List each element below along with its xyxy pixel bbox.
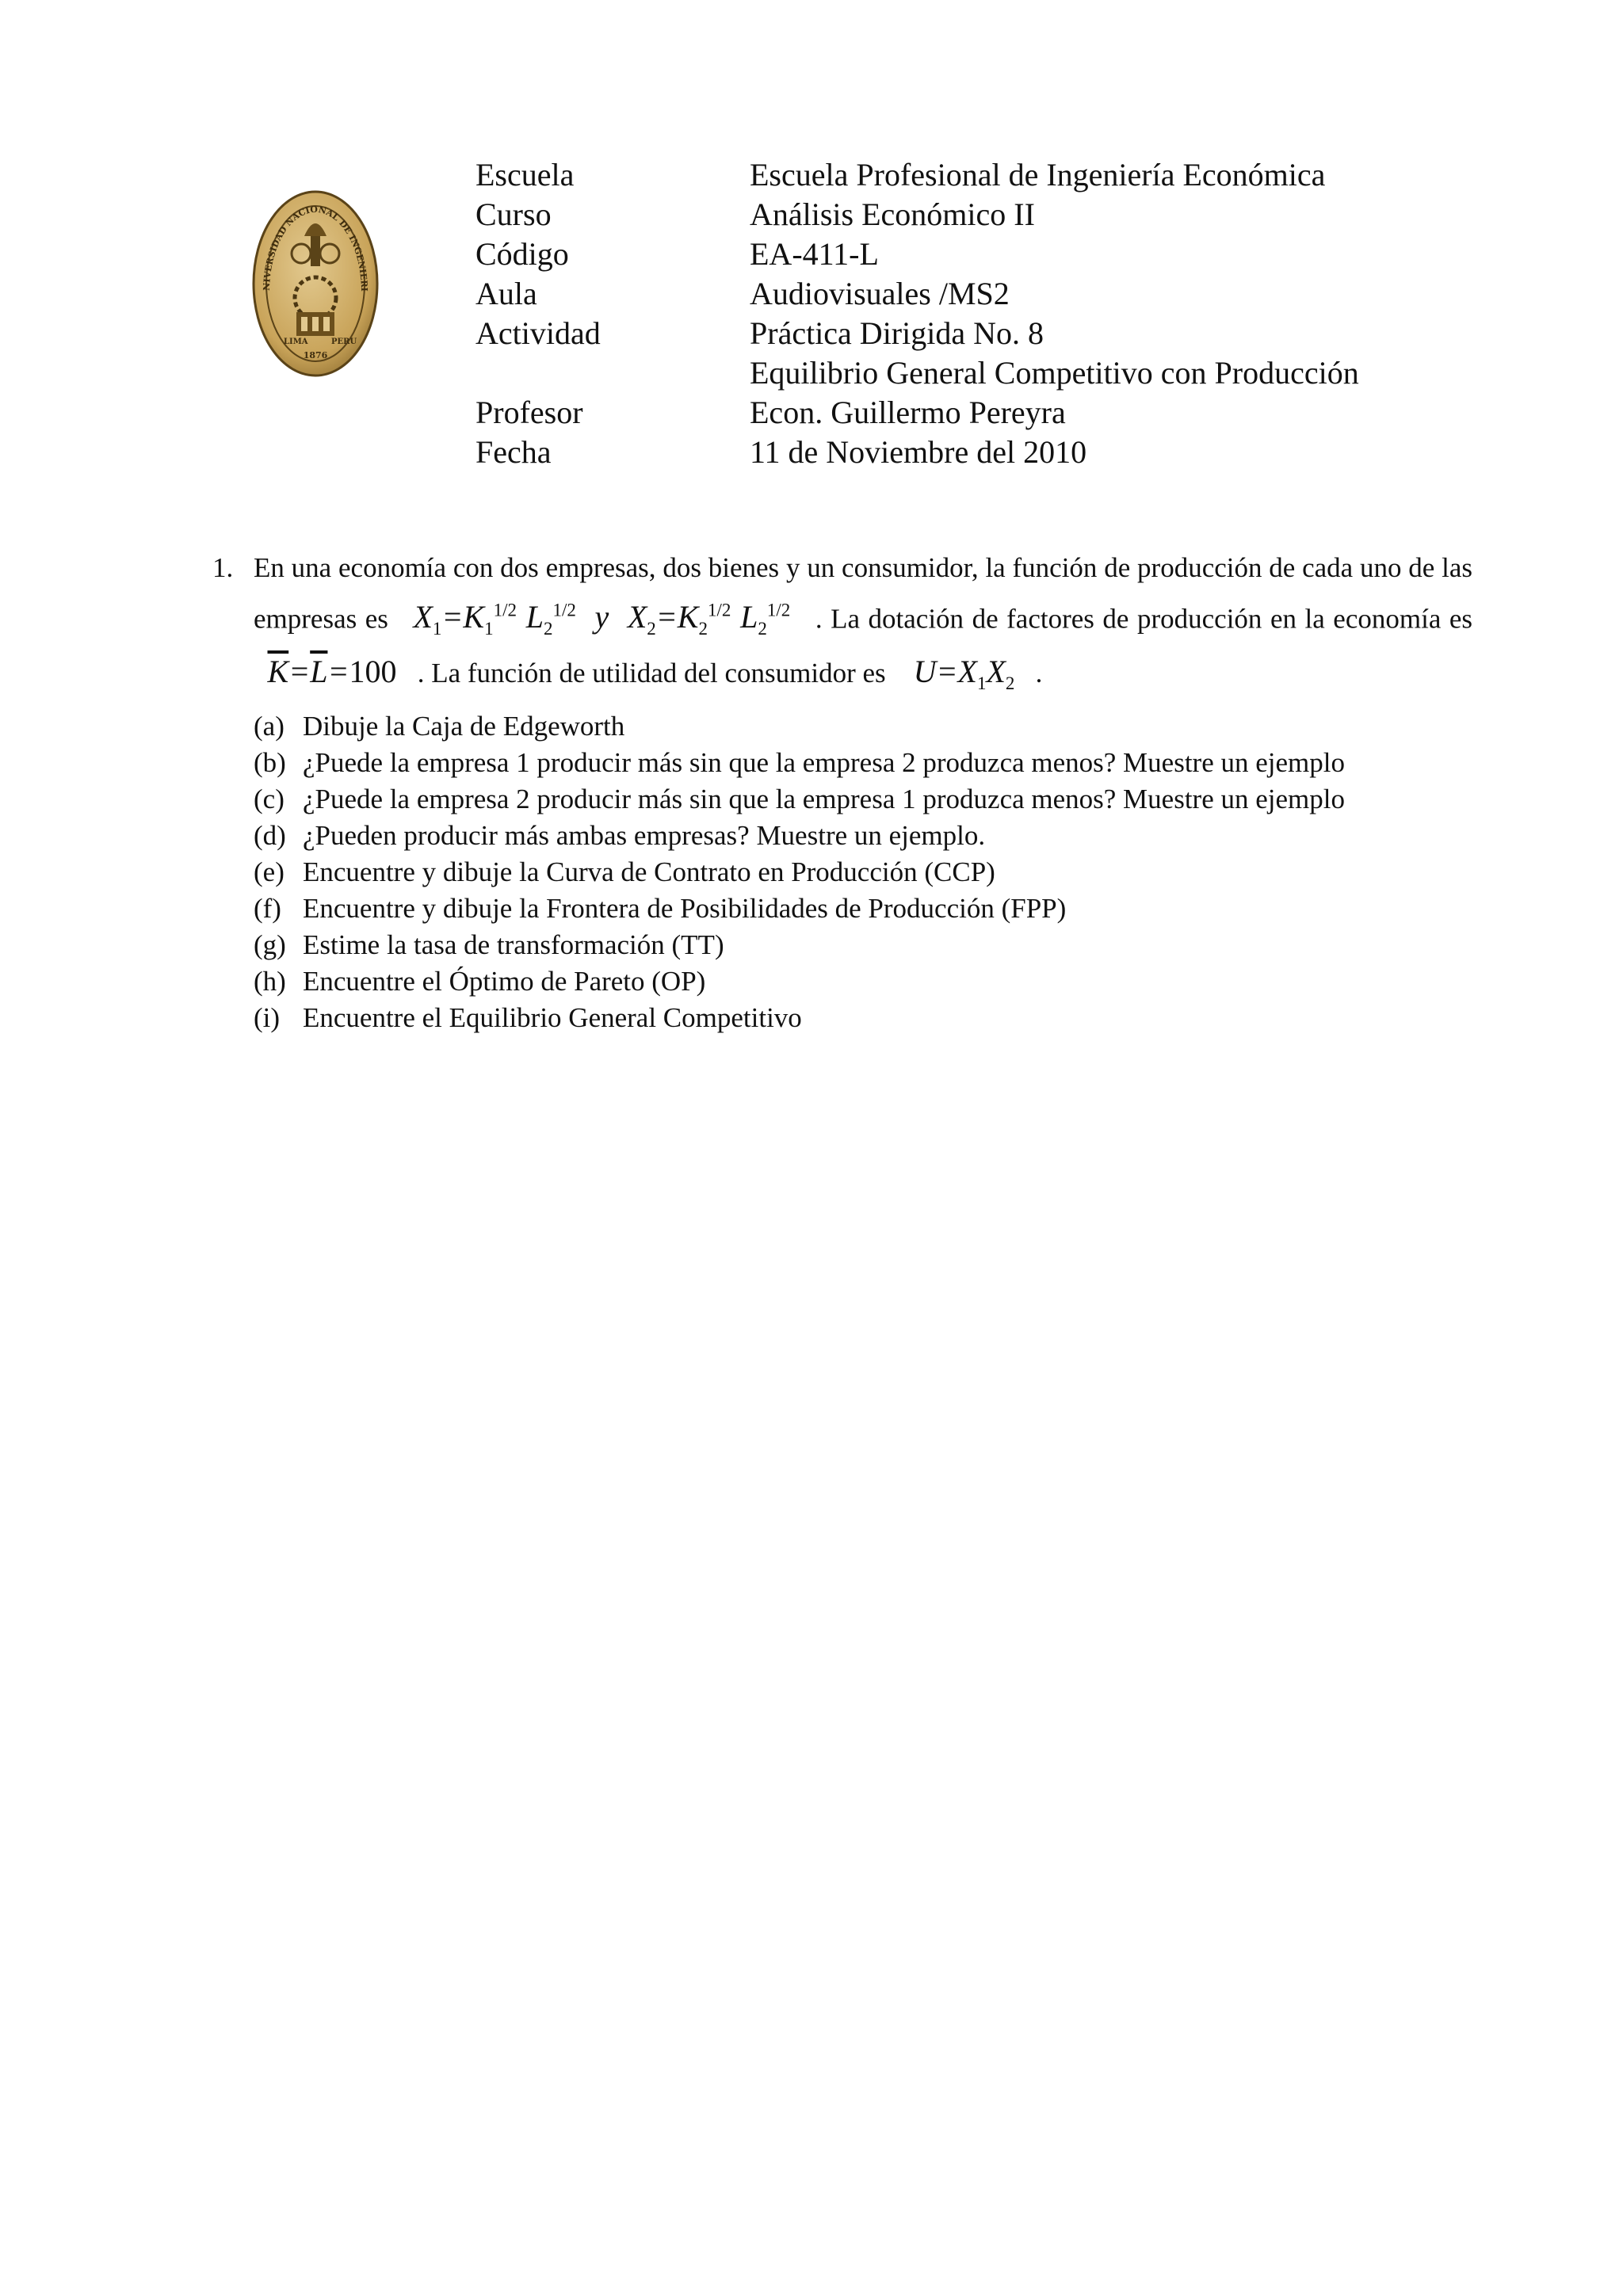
list-item: (d) ¿Pueden producir más ambas empresas? Muestre un ejemplo. bbox=[254, 820, 986, 851]
header-value: Audiovisuales /MS2 bbox=[750, 276, 1010, 311]
list-item: (c) ¿Puede la empresa 2 producir más sin que la empresa 1 produzca menos? Muestre un ejemplo bbox=[254, 784, 1345, 814]
course-header bbox=[475, 155, 1359, 472]
list-item: (a) Dibuje la Caja de Edgeworth bbox=[254, 711, 625, 742]
header-label: Escuela bbox=[475, 157, 575, 193]
list-item: (e) Encuentre y dibuje la Curva de Contrato en Producción (CCP) bbox=[254, 856, 995, 887]
utility-function-equation: $U=X_1X_2$ bbox=[913, 654, 1015, 694]
header-label: Actividad bbox=[475, 315, 601, 351]
header-value: 11 de Noviembre del 2010 bbox=[750, 434, 1087, 470]
header-row-profesor bbox=[475, 393, 1359, 433]
list-item: (i) Encuentre el Equilibrio General Competitivo bbox=[254, 1002, 802, 1033]
header-value: Práctica Dirigida No. 8 bbox=[750, 315, 1044, 351]
svg-text:UNIVERSIDAD NACIONAL DE INGENI: NIVERSIDAD NACIONAL DE INGENIERI bbox=[261, 204, 370, 292]
problem-1 bbox=[212, 547, 1472, 705]
header-row-escuela bbox=[475, 155, 1359, 195]
university-seal-logo bbox=[252, 189, 379, 379]
header-value: Equilibrio General Competitivo con Producción bbox=[750, 355, 1359, 391]
list-item: (g) Estime la tasa de transformación (TT) bbox=[254, 929, 724, 960]
header-label: Aula bbox=[475, 276, 537, 311]
problem-number: 1. bbox=[212, 552, 234, 583]
header-label: Profesor bbox=[475, 395, 583, 430]
header-value: Análisis Económico II bbox=[750, 196, 1035, 232]
production-functions-equation: $X_1=K_1^{1/2}$ $L_2^{1/2}$ y $X_2=K_2^{1/2}$ $L_2^{1/2}$ bbox=[413, 599, 791, 639]
svg-text:LIMA: LIMA bbox=[284, 338, 308, 346]
factor-endowment-equation: $\overline{K}=\overline{L}=100$ bbox=[267, 654, 397, 690]
header-row-actividad-subtitle bbox=[475, 353, 1359, 393]
header-row-actividad bbox=[475, 314, 1359, 353]
header-row-codigo bbox=[475, 235, 1359, 274]
header-row-curso bbox=[475, 195, 1359, 235]
svg-text:PERU: PERU bbox=[331, 338, 357, 346]
header-label: Fecha bbox=[475, 434, 552, 470]
header-row-aula bbox=[475, 274, 1359, 314]
header-row-fecha bbox=[475, 433, 1359, 472]
header-value: Escuela Profesional de Ingeniería Económica bbox=[750, 157, 1326, 193]
seal-emblem-icon bbox=[252, 189, 379, 379]
problem-parts-list bbox=[254, 708, 1474, 1036]
header-label bbox=[475, 353, 750, 393]
svg-text:1876: 1876 bbox=[303, 350, 328, 360]
header-label: Código bbox=[475, 236, 569, 272]
list-item: (f) Encuentre y dibuje la Frontera de Posibilidades de Producción (FPP) bbox=[254, 893, 1067, 924]
problem-text: En una economía con dos empresas, dos bienes y un consumidor, la función de producción de cada uno de las empresas es $X_1=K_1^{1/2}$ $L_2^{1/2}$ y $X_2=K_2^{1/2}$ $L_2^{1/2}$ . La dotación de factores de producción en la economía es $\overline{K}=\overline{L}=100$ . La función de utilidad del consumidor es $U=X_1X_2$ . bbox=[254, 552, 1473, 694]
header-label: Curso bbox=[475, 196, 552, 232]
list-item: (b) ¿Puede la empresa 1 producir más sin que la empresa 2 produzca menos? Muestre un ejemplo bbox=[254, 747, 1345, 778]
header-value: EA-411-L bbox=[750, 236, 879, 272]
list-item: (h) Encuentre el Óptimo de Pareto (OP) bbox=[254, 966, 706, 997]
header-value: Econ. Guillermo Pereyra bbox=[750, 395, 1066, 430]
